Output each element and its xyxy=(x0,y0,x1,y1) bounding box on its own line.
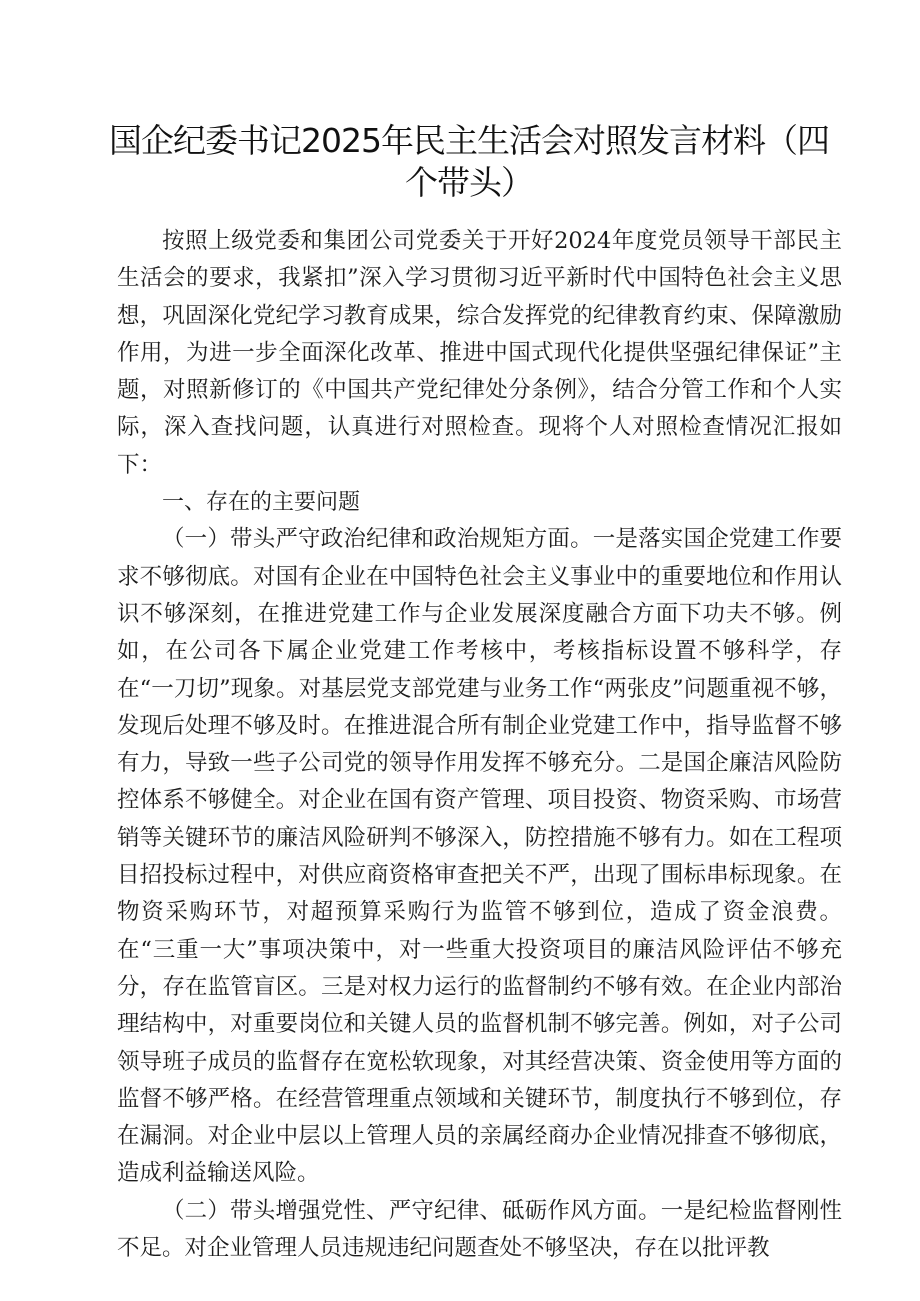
intro-paragraph: 按照上级党委和集团公司党委关于开好2024年度党员领导干部民主生活会的要求，我紧扣”深入学习贯彻习近平新时代中国特色社会主义思想，巩固深化党纪学习教育成果，综合发挥党的纪律教育约束、保障激励作用，为进一步全面深化改革、推进中国式现代化提供坚强纪律保证”主题，对照新修订的《中国共产党纪律处分条例》，结合分管工作和个人实际，深入查找问题，认真进行对照检查。现将个人对照检查情况汇报如下： xyxy=(117,228,842,478)
problem-paragraph-2: （二）带头增强党性、严守纪律、砥砺作风方面。一是纪检监督刚性不足。对企业管理人员违规违纪问题查处不够坚决，存在以批评教 xyxy=(117,1197,842,1262)
document-body xyxy=(117,223,842,1267)
section-heading-problems: 一、存在的主要问题 xyxy=(162,490,361,516)
problem-paragraph-1: （一）带头严守政治纪律和政治规矩方面。一是落实国企党建工作要求不够彻底。对国有企业在中国特色社会主义事业中的重要地位和作用认识不够深刻，在推进党建工作与企业发展深度融合方面下功夫不够。例如，在公司各下属企业党建工作考核中，考核指标设置不够科学，存在“一刀切”现象。对基层党支部党建与业务工作“两张皮”问题重视不够，发现后处理不够及时。在推进混合所有制企业党建工作中，指导监督不够有力，导致一些子公司党的领导作用发挥不够充分。二是国企廉洁风险防控体系不够健全。对企业在国有资产管理、项目投资、物资采购、市场营销等关键环节的廉洁风险研判不够深入，防控措施不够有力。如在工程项目招投标过程中，对供应商资格审查把关不严，出现了围标串标现象。在物资采购环节，对超预算采购行为监管不够到位，造成了资金浪费。在“三重一大”事项决策中，对一些重大投资项目的廉洁风险评估不够充分，存在监管盲区。三是对权力运行的监督制约不够有效。在企业内部治理结构中，对重要岗位和关键人员的监督机制不够完善。例如，对子公司领导班子成员的监督存在宽松软现象，对其经营决策、资金使用等方面的监督不够严格。在经营管理重点领域和关键环节，制度执行不够到位，存在漏洞。对企业中层以上管理人员的亲属经商办企业情况排查不够彻底，造成利益输送风险。 xyxy=(117,526,842,1187)
document-title: 国企纪委书记2025年民主生活会对照发言材料（四个带头） xyxy=(109,121,829,202)
